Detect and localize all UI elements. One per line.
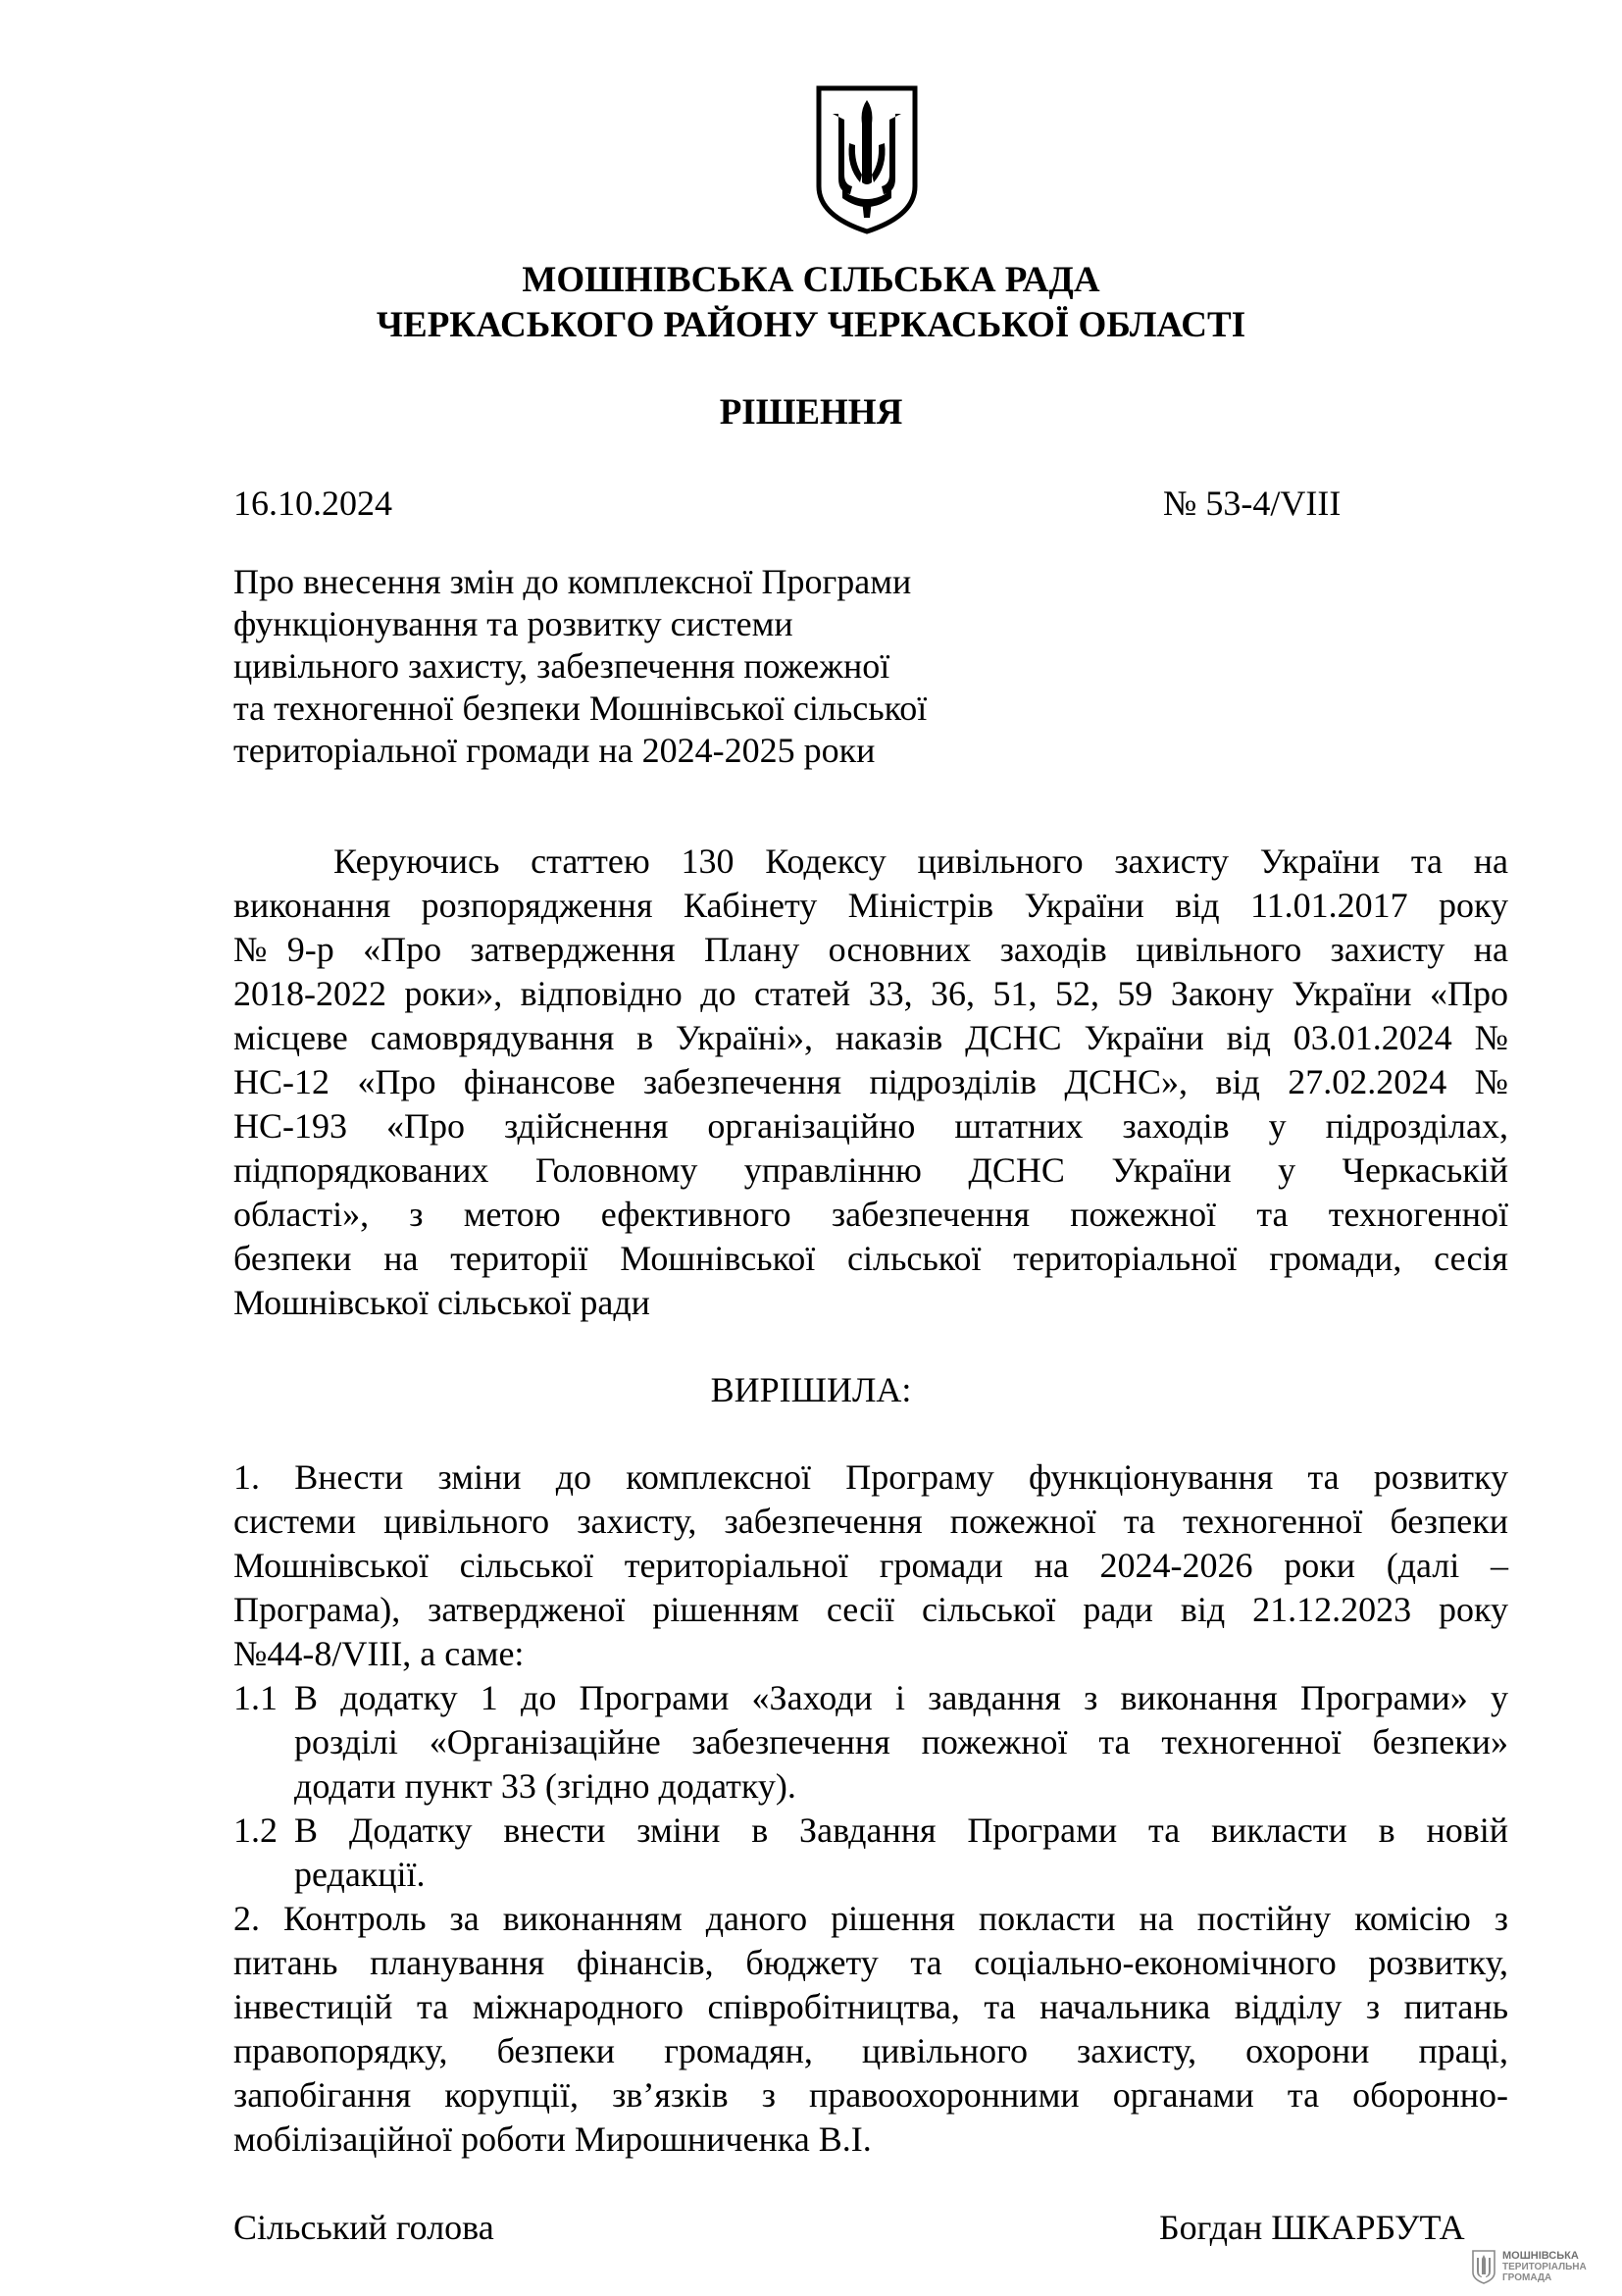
subject-line: територіальної громади на 2024-2025 роки bbox=[233, 731, 876, 770]
preamble-line: області», з метою ефективного забезпечення пожежної та техногенної bbox=[233, 1195, 1508, 1234]
item1-1-line: В додатку 1 до Програми «Заходи і завдання з виконання Програми» у bbox=[294, 1678, 1508, 1717]
coat-of-arms-icon bbox=[813, 84, 921, 235]
watermark-line2: ТЕРИТОРІАЛЬНА bbox=[1502, 2262, 1587, 2272]
item1-2-line: В Додатку внести зміни в Завдання Програми та викласти в новій bbox=[294, 1811, 1508, 1850]
subject-line: Про внесення змін до комплексної Програми bbox=[233, 562, 912, 601]
item1-1-line: розділі «Організаційне забезпечення пожежної та техногенної безпеки» bbox=[294, 1722, 1508, 1761]
item1-line: 1. Внести зміни до комплексної Програму функціонування та розвитку bbox=[233, 1457, 1508, 1497]
watermark-line1: МОШНІВСЬКА bbox=[1502, 2250, 1579, 2262]
item2-line: інвестицій та міжнародного співробітництва, та начальника відділу з питань bbox=[233, 1987, 1508, 2026]
preamble-line: Мошнівської сільської ради bbox=[233, 1283, 650, 1322]
item1-line: Мошнівської сільської територіальної громади на 2024-2026 роки (далі – bbox=[233, 1546, 1508, 1585]
subject-line: цивільного захисту, забезпечення пожежної bbox=[233, 646, 890, 686]
item2-line: 2. Контроль за виконанням даного рішення покласти на постійну комісію з bbox=[233, 1899, 1508, 1938]
item1-2-number: 1.2 bbox=[233, 1811, 278, 1850]
document-type: РІШЕННЯ bbox=[719, 392, 903, 433]
preamble-line: виконання розпорядження Кабінету Міністрів України від 11.01.2017 року bbox=[233, 886, 1508, 925]
preamble-line: безпеки на території Мошнівської сільської територіальної громади, сесія bbox=[233, 1239, 1508, 1278]
signature-position: Сільський голова bbox=[233, 2208, 494, 2247]
item2-line: питань планування фінансів, бюджету та соціально-економічного розвитку, bbox=[233, 1943, 1508, 1982]
preamble-line: НС-193 «Про здійснення організаційно штатних заходів у підрозділах, bbox=[233, 1106, 1508, 1146]
signature-name: Богдан ШКАРБУТА bbox=[1159, 2208, 1465, 2247]
org-name-line2: ЧЕРКАСЬКОГО РАЙОНУ ЧЕРКАСЬКОЇ ОБЛАСТІ bbox=[376, 305, 1246, 345]
org-name-line1: МОШНІВСЬКА СІЛЬСЬКА РАДА bbox=[522, 260, 1100, 300]
preamble-line: Керуючись статтею 130 Кодексу цивільного захисту України та на bbox=[333, 842, 1508, 881]
preamble-line: 2018-2022 роки», відповідно до статей 33, 36, 51, 52, 59 Закону України «Про bbox=[233, 974, 1508, 1013]
item1-line: Програма), затвердженої рішенням сесії сільської ради від 21.12.2023 року bbox=[233, 1590, 1508, 1629]
item1-line: системи цивільного захисту, забезпечення пожежної та техногенної безпеки bbox=[233, 1502, 1508, 1541]
watermark-text bbox=[1502, 2251, 1610, 2283]
decided-heading: ВИРІШИЛА: bbox=[710, 1370, 912, 1409]
item1-line: №44-8/VIII, а саме: bbox=[233, 1634, 525, 1673]
subject-line: та техногенної безпеки Мошнівської сільської bbox=[233, 689, 928, 728]
watermark-emblem-icon bbox=[1471, 2249, 1496, 2284]
preamble-line: підпорядкованих Головному управлінню ДСНС України у Черкаській bbox=[233, 1150, 1508, 1190]
preamble-line: місцеве самоврядування в Україні», наказів ДСНС України від 03.01.2024 № bbox=[233, 1018, 1508, 1057]
item1-1-number: 1.1 bbox=[233, 1678, 278, 1717]
preamble-line: №9-р «Про затвердження Плану основних заходів цивільного захисту на bbox=[233, 930, 1508, 969]
item2-line: запобігання корупції, зв’язків з правоохоронними органами та оборонно- bbox=[233, 2075, 1508, 2115]
item1-1-line: додати пункт 33 (згідно додатку). bbox=[294, 1766, 796, 1806]
document-number: № 53-4/VIII bbox=[1163, 484, 1342, 523]
item2-line: правопорядку, безпеки громадян, цивільного захисту, охорони праці, bbox=[233, 2031, 1508, 2070]
preamble-line: НС-12 «Про фінансове забезпечення підрозділів ДСНС», від 27.02.2024 № bbox=[233, 1062, 1508, 1101]
document-date: 16.10.2024 bbox=[233, 484, 392, 523]
item1-2-line: редакції. bbox=[294, 1855, 426, 1894]
subject-line: функціонування та розвитку системи bbox=[233, 604, 793, 643]
watermark-line3: ГРОМАДА bbox=[1502, 2272, 1552, 2283]
item2-line: мобілізаційної роботи Мирошниченка В.І. bbox=[233, 2119, 872, 2159]
